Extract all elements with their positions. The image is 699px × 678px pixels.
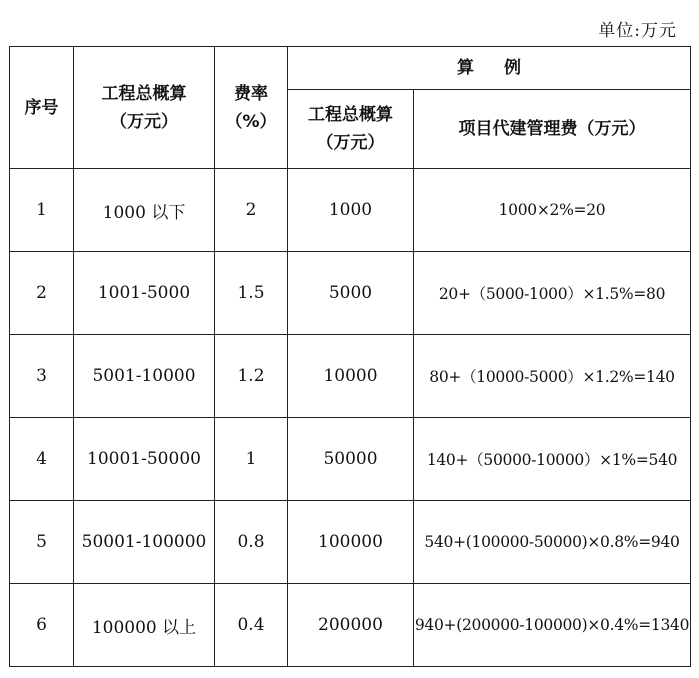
cell-calc: 940+(200000-100000)×0.4%=1340: [414, 584, 691, 667]
header-example: 算例: [288, 47, 691, 90]
table-row: [10, 501, 691, 584]
unit-label: 单位:万元: [598, 21, 677, 41]
cell-example-total: 50000: [288, 418, 414, 501]
cell-example-total: 1000: [288, 169, 414, 252]
cell-index: 1: [10, 169, 74, 252]
cell-range: 5001-10000: [74, 335, 215, 418]
cell-calc: 140+（50000-10000）×1%=540: [414, 418, 691, 501]
header-example-total: 工程总概算 （万元）: [288, 90, 414, 169]
cell-rate: 2: [215, 169, 288, 252]
cell-index: 6: [10, 584, 74, 667]
fee-table: [9, 46, 691, 667]
cell-example-total: 100000: [288, 501, 414, 584]
cell-index: 4: [10, 418, 74, 501]
cell-rate: 1.2: [215, 335, 288, 418]
cell-range: 1001-5000: [74, 252, 215, 335]
cell-rate: 0.8: [215, 501, 288, 584]
table-row: [10, 418, 691, 501]
cell-calc: 80+（10000-5000）×1.2%=140: [414, 335, 691, 418]
cell-rate: 1: [215, 418, 288, 501]
table-row: [10, 584, 691, 667]
header-total: 工程总概算 （万元）: [74, 47, 215, 169]
cell-index: 2: [10, 252, 74, 335]
cell-range: 50001-100000: [74, 501, 215, 584]
cell-range: 1000 以下: [74, 169, 215, 252]
cell-calc: 1000×2%=20: [414, 169, 691, 252]
table-row: [10, 169, 691, 252]
cell-example-total: 200000: [288, 584, 414, 667]
header-index: 序号: [10, 47, 74, 169]
header-management-fee: 项目代建管理费（万元）: [414, 90, 691, 169]
cell-calc: 20+（5000-1000）×1.5%=80: [414, 252, 691, 335]
cell-range: 100000 以上: [74, 584, 215, 667]
table-row: [10, 252, 691, 335]
header-rate: 费率 （%）: [215, 47, 288, 169]
cell-rate: 1.5: [215, 252, 288, 335]
cell-range: 10001-50000: [74, 418, 215, 501]
cell-example-total: 5000: [288, 252, 414, 335]
cell-index: 5: [10, 501, 74, 584]
cell-calc: 540+(100000-50000)×0.8%=940: [414, 501, 691, 584]
cell-rate: 0.4: [215, 584, 288, 667]
cell-index: 3: [10, 335, 74, 418]
cell-example-total: 10000: [288, 335, 414, 418]
table-row: [10, 335, 691, 418]
